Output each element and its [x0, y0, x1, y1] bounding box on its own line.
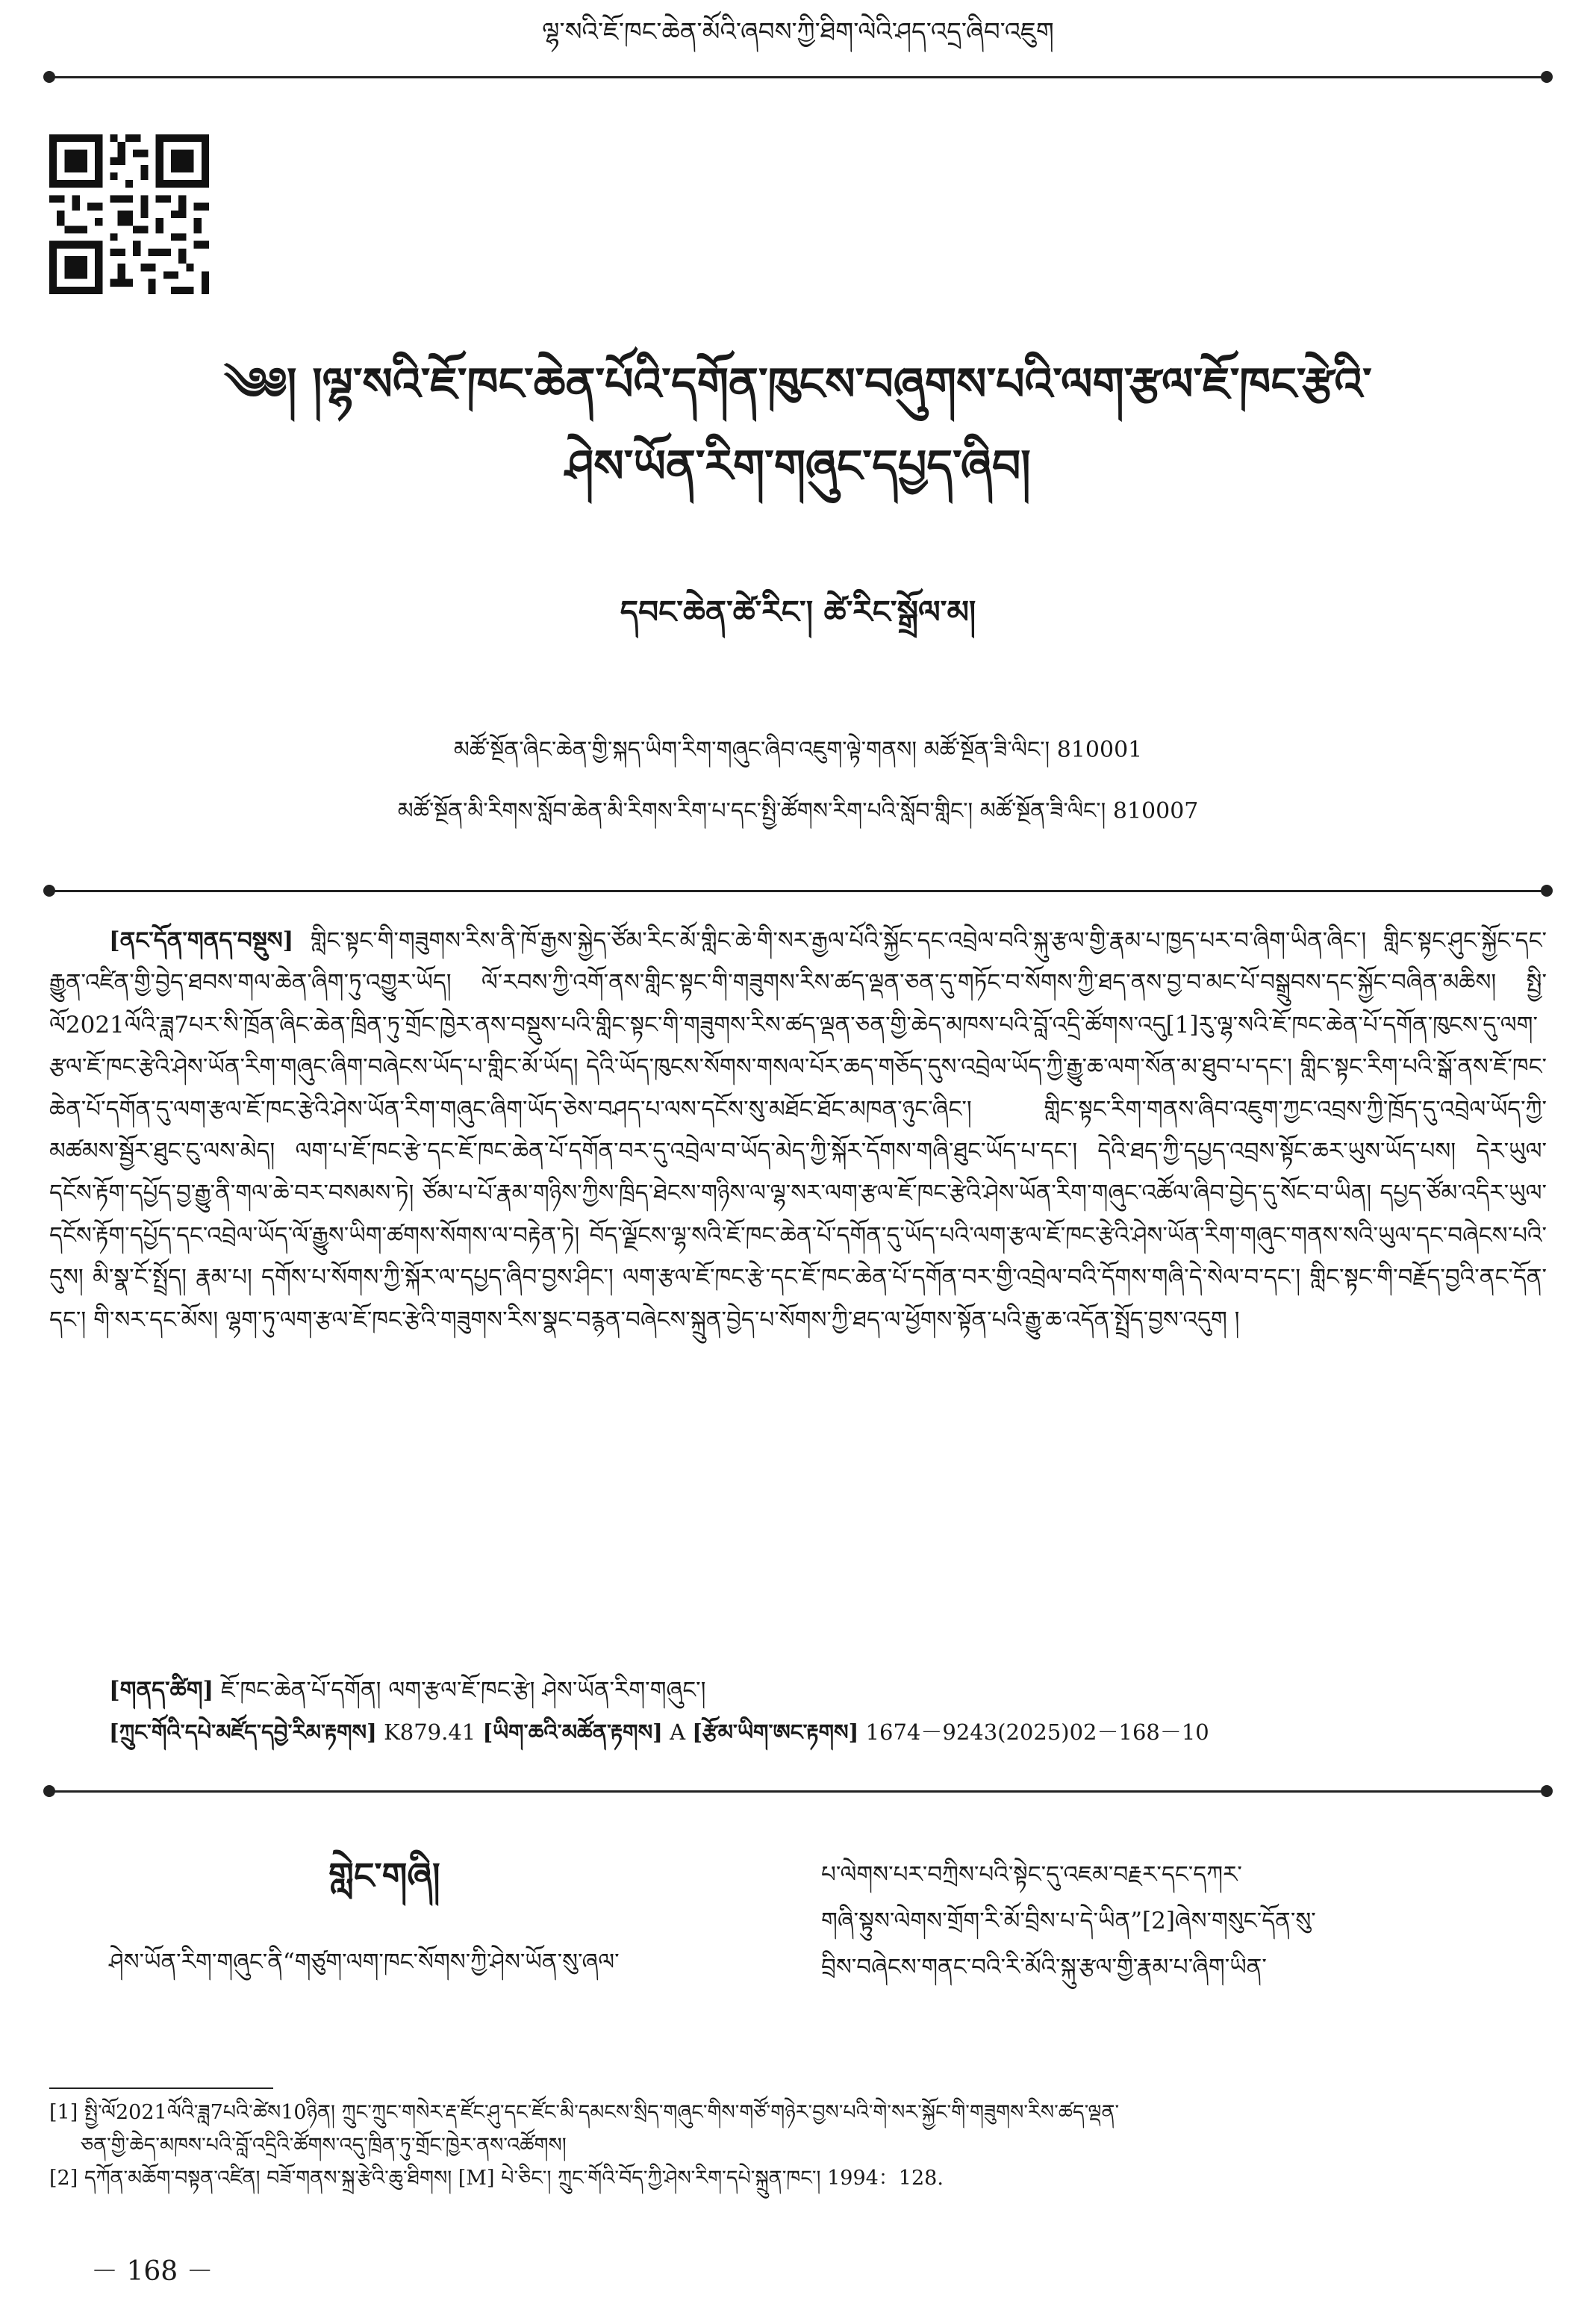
abstract-top-rule-dot-left	[43, 885, 55, 897]
affiliation-2-text: མཚོ་སྔོན་མི་རིགས་སློབ་ཆེན་མི་རིགས་རིག་པ་དང་སྤྱི་ཚོགས་རིག་པའི་སློབ་གླིང་། མཚོ་སྔོན་ཟི་ལིང་།	[397, 798, 1106, 824]
footnote-1-line-2: ཅན་གྱི་ཆེད་མཁས་པའི་བློ་འདྲིའི་ཚོགས་འདུ་ཁྲིན་ཏུ་གྲོང་ཁྱེར་ནས་འཚོགས།	[81, 2134, 567, 2157]
body-right-line-3: བྲིས་བཞེངས་གནང་བའི་རི་མོའི་སྐུ་རྩལ་གྱི་རྣམ་པ་ཞིག་ཡིན་	[821, 1954, 1267, 1981]
body-left-column: ཤེས་ཡོན་རིག་གཞུང་ནི“གཙུག་ལག་ཁང་སོགས་ཀྱི་ཤེས་ཡོན་སུ་ཞལ་	[109, 1949, 620, 1975]
article-id-value: 1674－9243(2025)02－168－10	[865, 1719, 1209, 1745]
abstract-top-rule-dot-right	[1541, 885, 1553, 897]
page-number: － 168 －	[91, 2256, 213, 2287]
body-right-column	[821, 1852, 1547, 1990]
doc-code-label: [ཡིག་ཆའི་མཚོན་རྟགས]	[482, 1719, 663, 1745]
affiliation-1-postcode: 810001	[1056, 737, 1143, 763]
doc-code-value: A	[670, 1719, 686, 1745]
header-rule	[49, 76, 1547, 78]
footnote-separator	[49, 2087, 273, 2089]
body-right-line-2: གཞི་སྟུས་ལེགས་གྲོག་རི་མོ་བྲིས་པ་དེ་ཡིན”[2]ཞེས་གསུང་དོན་སུ་	[821, 1908, 1316, 1934]
abstract-text: གླིང་སྟང་གི་གཟུགས་རིས་ནི་ཁོ་རྒྱས་སྐྱེད་ཙོམ་རིང་མོ་གླིང་ཆེ་གི་སར་རྒྱལ་པོའི་སྐྱོང་དང་འབྲེལ་བའི་སྐུ་རྩལ་གྱི་རྣམ་པ་ཁྱད་པར་བ་ཞིག་ཡིན་ཞིང་། གླིང་སྟང་ཤུང་སྐྱོང་དང་རྒྱུན་འཛིན་གྱི་བྱེད་ཐབས་གལ་ཆེན་ཞིག་ཏུ་འགྱུར་ཡོད། ལོ་རབས་ཀྱི་འགོ་ནས་གླིང་སྟང་གི་གཟུགས་རིས་ཚད་ལྡན་ཅན་དུ་གཏོང་བ་སོགས་ཀྱི་ཐད་ནས་བྱ་བ་མང་པོ་བསྒྲུབས་དང་སྐྱོང་བཞིན་མཆིས། སྤྱི་ལོ2021ལོའི་ཟླ7པར་སི་ཁྲོན་ཞིང་ཆེན་ཁྲིན་ཏུ་གྲོང་ཁྱེར་ནས་བསྡུས་པའི་གླིང་སྟང་གི་གཟུགས་རིས་ཚད་ལྡན་ཅན་གྱི་ཆེད་མཁས་པའི་བློ་འདྲི་ཚོགས་འདུ[1]རུ་ལྷ་སའི་ཇོ་ཁང་ཆེན་པོ་དགོན་ཁུངས་དུ་ལག་རྩལ་ཇོ་ཁང་རྩེའི་ཤེས་ཡོན་རིག་གཞུང་ཞིག་བཞེངས་ཡོད་པ་གླིང་མོ་ཡོད། དེའི་ཡོད་ཁུངས་སོགས་གསལ་པོར་ཆད་གཅོད་དུས་འབྲེལ་ཡོད་ཀྱི་རྒྱུ་ཆ་ལག་སོན་མ་ཐུབ་པ་དང་། གླིང་སྟང་རིག་པའི་སྒོ་ནས་ཇོ་ཁང་ཆེན་པོ་དགོན་དུ་ལག་རྩལ་ཇོ་ཁང་རྩེའི་ཤེས་ཡོན་རིག་གཞུང་ཞིག་ཡོད་ཅེས་བཤད་པ་ལས་དངོས་སུ་མཐོང་ཐོང་མཁན་ཉུང་ཞིང་། གླིང་སྟང་རིག་གནས་ཞིབ་འཇུག་ཀྱང་འབྲས་ཀྱི་ཁྲོད་དུ་འབྲེལ་ཡོད་ཀྱི་མཚམས་སྦྱོར་ཐུང་ངུ་ལས་མེད། ལག་པ་ཇོ་ཁང་རྩེ་དང་ཇོ་ཁང་ཆེན་པོ་དགོན་བར་དུ་འབྲེལ་བ་ཡོད་མེད་ཀྱི་སྐོར་དོགས་གཞི་ཐུང་ཡོད་པ་དང་། དེའི་ཐད་ཀྱི་དཔྱད་འབྲས་སྟོང་ཆར་ཡུས་ཡོད་པས། དེར་ཡུལ་དངོས་རྟོག་དཔྱོད་བྱ་རྒྱུ་ནི་གལ་ཆེ་བར་བསམས་ཏེ། ཙོམ་པ་པོ་རྣམ་གཉིས་ཀྱིས་ཁྲིད་ཐེངས་གཉིས་ལ་ལྷ་སར་ལག་རྩལ་ཇོ་ཁང་རྩེའི་ཤེས་ཡོན་རིག་གཞུང་འཚོལ་ཞིབ་བྱེད་དུ་སོང་བ་ཡིན། དཔྱད་ཙོམ་འདིར་ཡུལ་དངོས་རྟོག་དཔྱོད་དང་འབྲེལ་ཡོད་ལོ་རྒྱུས་ཡིག་ཚགས་སོགས་ལ་བརྟེན་ཏེ། བོད་ལྗོངས་ལྷ་སའི་ཇོ་ཁང་ཆེན་པོ་དགོན་དུ་ཡོད་པའི་ལག་རྩལ་ཇོ་ཁང་རྩེའི་ཤེས་ཡོན་རིག་གཞུང་གནས་སའི་ཡུལ་དང་བཞེངས་པའི་དུས། མི་སྣ་ངོ་སྤྲོད། རྣམ་པ། དགོས་པ་སོགས་ཀྱི་སྐོར་ལ་དཔྱད་ཞིབ་བྱས་ཤིང་། ལག་རྩལ་ཇོ་ཁང་རྩེ་དང་ཇོ་ཁང་ཆེན་པོ་དགོན་བར་གྱི་འབྲེལ་བའི་དོགས་གཞི་དེ་སེལ་བ་དང་། གླིང་སྟང་གི་བརྗོད་བྱའི་ནང་དོན་དང་། གི་སར་དང་མོས། ལྷག་ཏུ་ལག་རྩལ་ཇོ་ཁང་རྩེའི་གཟུགས་རིས་སྣང་བརྙན་བཞེངས་སྐྲུན་བྱེད་པ་སོགས་ཀྱི་ཐད་ལ་ཕྱོགས་སྟོན་པའི་རྒྱུ་ཆ་འདོན་སྤྲོད་བྱས་འདུག །	[49, 927, 1547, 1333]
classification-line	[109, 1714, 1547, 1750]
section-heading-introduction: གླེང་གཞི།	[328, 1855, 440, 1897]
header-rule-dot-right	[1541, 71, 1553, 83]
abstract-bottom-rule-dot-left	[43, 1785, 55, 1797]
author-names: དབང་ཆེན་ཚེ་རིང་། ཚེ་རིང་སྒྲོལ་མ།	[620, 594, 976, 630]
affiliation-1	[0, 732, 1596, 769]
article-title-line-1: ༄༅། །ལྷ་སའི་ཇོ་ཁང་ཆེན་པོའི་དགོན་ཁུངས་བཞུགས་པའི་ལག་རྩལ་ཇོ་ཁང་རྩེའི་	[224, 358, 1372, 411]
header-rule-dot-left	[43, 71, 55, 83]
affiliation-2-postcode: 810007	[1112, 798, 1199, 824]
footnotes	[49, 2096, 1547, 2195]
footnote-1-line-1: [1] སྤྱི་ལོ2021ལོའི་ཟླ7པའི་ཚེས10ཉིན། ཀྲུང་ཀྲུང་གསེར་རྡ་ཛོང་ཤུ་དང་ཛོང་མི་དམངས་སྲིད་གཞུང་གིས་གཙོ་གཉེར་བྱས་པའི་གེ་སར་སྐྱོང་གི་གཟུགས་རིས་ཚད་ལྡན་	[49, 2101, 1120, 2124]
abstract	[49, 920, 1547, 1341]
abstract-label: [ནང་དོན་གནད་བསྡུས]	[109, 927, 294, 954]
qr-code	[49, 134, 209, 294]
running-header: ལྷ་སའི་ཇོ་ཁང་ཆེན་མོའི་ཞབས་ཀྱི་ཐིག་ལེའི་ཤད་འདྲ་ཞིབ་འཇུག	[542, 17, 1054, 47]
abstract-top-rule	[49, 890, 1547, 892]
article-title-line-2: ཤེས་ཡོན་རིག་གཞུང་དཔྱད་ཞིབ།	[565, 440, 1031, 493]
affiliation-1-text: མཚོ་སྔོན་ཞིང་ཆེན་གྱི་སྐད་ཡིག་རིག་གཞུང་ཞིབ་འཇུག་ལྟེ་གནས། མཚོ་སྔོན་ཟི་ལིང་།	[453, 737, 1050, 763]
keywords-text: ཇོ་ཁང་ཆེན་པོ་དགོན། ལག་རྩལ་ཇོ་ཁང་རྩེ། ཤེས་ཡོན་རིག་གཞུང་།	[221, 1677, 706, 1704]
body-right-line-1: པ་ལེགས་པར་བཀྲིས་པའི་སྟེང་དུ་འཇམ་བརྗར་དང་དཀར་	[821, 1861, 1242, 1888]
abstract-bottom-rule-dot-right	[1541, 1785, 1553, 1797]
abstract-bottom-rule	[49, 1790, 1547, 1793]
article-id-label: [རྩོམ་ཡིག་ཨང་རྟགས]	[692, 1719, 859, 1745]
clc-value: K879.41	[384, 1719, 476, 1745]
clc-label: [ཀྲུང་གོའི་དཔེ་མཛོད་དབྱེ་རིམ་རྟགས]	[109, 1719, 377, 1745]
affiliation-2	[0, 793, 1596, 830]
keywords-label: [གནད་ཚིག]	[109, 1677, 214, 1704]
keywords	[109, 1672, 1547, 1708]
footnote-2: [2] དཀོན་མཆོག་བསྟན་འཛིན། བཟོ་གནས་སྐྲ་རྩེའི་ཆུ་ཐིགས། [M] པེ་ཅིང་། ཀྲུང་གོའི་བོད་ཀྱི་ཤེས་རིག་དཔེ་སྐྲུན་ཁང་། 1994：128.	[49, 2167, 944, 2190]
